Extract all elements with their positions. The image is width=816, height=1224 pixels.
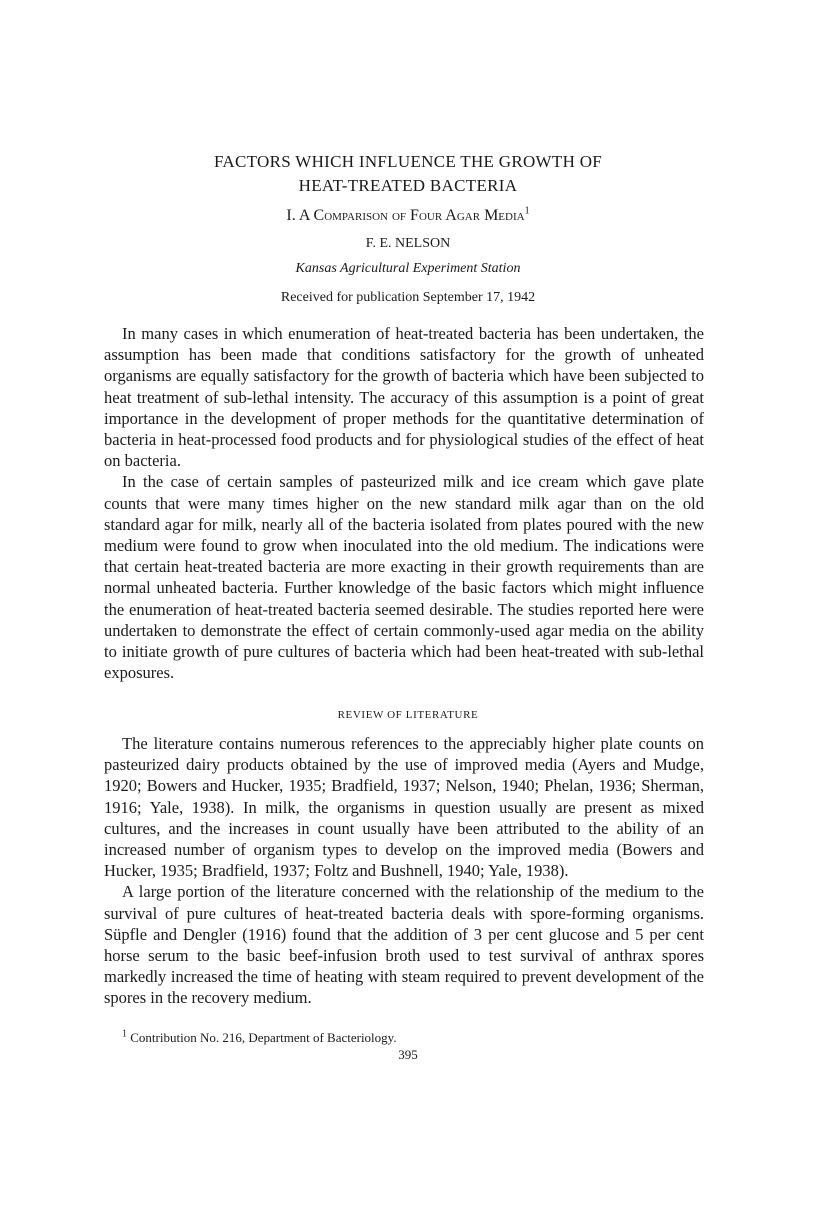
- article-subtitle: [100, 206, 716, 226]
- footnote: [122, 1030, 397, 1046]
- footnote-mark: 1: [122, 1028, 127, 1040]
- subtitle-footnote-mark: 1: [524, 205, 530, 217]
- article-title: [100, 150, 716, 198]
- intro-paragraph-2: In the case of certain samples of pasteurized milk and ice cream which gave plate counts that were many times higher on the new standard milk agar than on the old standard agar for milk, nearly all of the bacteria isolated from plates poured with the new medium were found to grow when inoculated into the old medium. The indications were that certain heat-treated bacteria are more exacting in their growth requirements than are normal unheated bacteria. Further knowledge of the basic factors which might influence the enumeration of heat-treated bacteria seemed desirable. The studies reported here were undertaken to demonstrate the effect of certain commonly-used agar media on the ability to initiate growth of pure cultures of bacteria which had been heat-treated with sub-lethal exposures.: [104, 472, 704, 683]
- received-date: Received for publication September 17, 1942: [280, 290, 536, 305]
- title-line-1: FACTORS WHICH INFLUENCE THE GROWTH OF: [213, 152, 603, 171]
- review-paragraph-2: A large portion of the literature concerned with the relationship of the medium to the survival of pure cultures of heat-treated bacteria deals with spore-forming organisms. Süpfle and Dengler (1916) found that the addition of 3 per cent glucose and 5 per cent horse serum to the basic beef-infusion broth used to test survival of anthrax spores markedly increased the time of heating with steam required to prevent development of the spores in the recovery medium.: [104, 882, 704, 1008]
- review-paragraph-1: The literature contains numerous references to the appreciably higher plate counts on pasteurized dairy products obtained by the use of improved media (Ayers and Mudge, 1920; Bowers and Hucker, 1935; Bradfield, 1937; Nelson, 1940; Phelan, 1936; Sherman, 1916; Yale, 1938). In milk, the organisms in question usually are present as mixed cultures, and the increases in count usually have been attributed to the ability of an increased number of organism types to develop on the improved media (Bowers and Hucker, 1935; Bradfield, 1937; Foltz and Bushnell, 1940; Yale, 1938).: [104, 734, 704, 881]
- author-affiliation: Kansas Agricultural Experiment Station: [295, 261, 521, 276]
- introduction-section: [104, 323, 704, 683]
- author-name: F. E. NELSON: [365, 236, 451, 251]
- footnote-text: Contribution No. 216, Department of Bacteriology.: [130, 1030, 397, 1045]
- title-line-2: HEAT-TREATED BACTERIA: [298, 176, 518, 195]
- review-section: [104, 733, 704, 1009]
- page-number: 395: [398, 1047, 418, 1062]
- section-heading-review: REVIEW OF LITERATURE: [337, 709, 479, 721]
- intro-paragraph-1: In many cases in which enumeration of heat-treated bacteria has been undertaken, the assumption has been made that conditions satisfactory for the growth of unheated organisms are equally satisfactory for the growth of bacteria which have been subjected to heat treatment of sub-lethal intensity. The accuracy of this assumption is a point of great importance in the development of proper methods for the quantitative determination of bacteria in heat-processed food products and for physiological studies of the effect of heat on bacteria.: [104, 324, 704, 471]
- subtitle-text: I. A Comparison of Four Agar Media: [286, 207, 525, 224]
